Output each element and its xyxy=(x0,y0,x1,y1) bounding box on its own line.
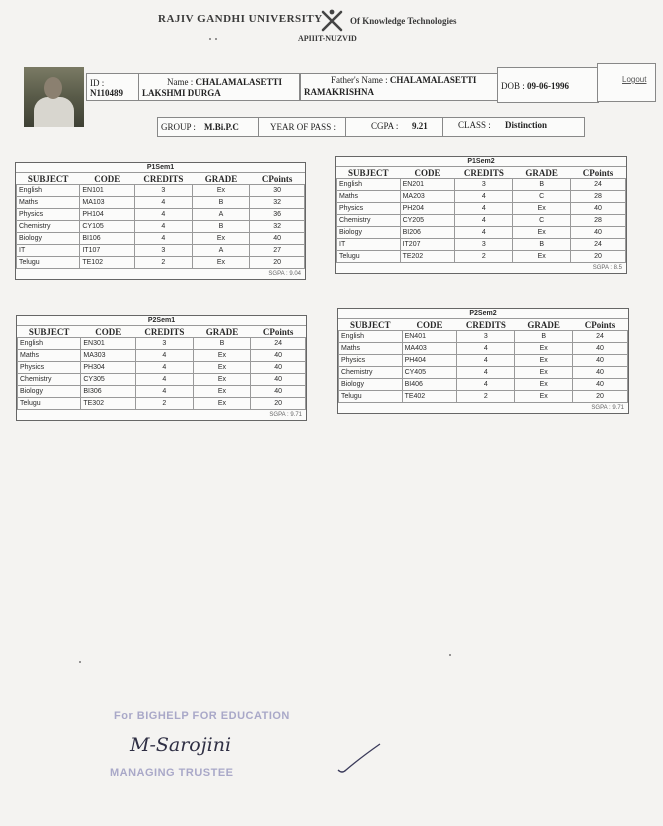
cell-code: MA403 xyxy=(402,343,457,355)
cell-grade: B xyxy=(193,338,251,350)
cell-code: TE202 xyxy=(400,251,455,263)
university-name: RAJIV GANDHI UNIVERSITY xyxy=(158,13,323,25)
dob-label: DOB : xyxy=(501,81,525,91)
name-line1: CHALAMALASETTI xyxy=(195,77,283,87)
cell-credits: 3 xyxy=(455,179,513,191)
father-line1-wrap xyxy=(331,75,476,85)
cell-grade: Ex xyxy=(192,185,250,197)
father-line2: RAMAKRISHNA xyxy=(304,87,375,97)
table-row xyxy=(337,239,626,251)
cell-credits: 4 xyxy=(455,215,513,227)
cell-subject: Maths xyxy=(18,350,81,362)
cell-cpoints: 40 xyxy=(571,203,626,215)
column-header-grade: GRADE xyxy=(205,326,239,337)
column-header-subject: SUBJECT xyxy=(350,319,391,330)
scan-speck xyxy=(209,38,211,40)
column-header-grade: GRADE xyxy=(527,319,560,330)
cell-grade: Ex xyxy=(513,203,571,215)
sgpa-value: SGPA : 9.71 xyxy=(591,405,624,411)
cell-credits: 2 xyxy=(457,391,515,403)
scan-speck xyxy=(449,654,451,656)
cell-subject: English xyxy=(17,185,80,197)
year-of-pass-label: YEAR OF PASS : xyxy=(270,122,336,132)
table-row xyxy=(337,179,626,191)
cell-credits: 4 xyxy=(136,350,194,362)
cell-cpoints: 20 xyxy=(251,398,306,410)
cell-grade: B xyxy=(515,331,573,343)
cell-grade: C xyxy=(513,215,571,227)
cell-subject: Biology xyxy=(17,233,80,245)
table-header-row xyxy=(339,319,628,331)
cell-subject: Physics xyxy=(17,209,80,221)
table-row xyxy=(337,227,626,239)
cell-subject: Biology xyxy=(337,227,401,239)
cell-credits: 3 xyxy=(136,338,194,350)
cell-credits: 4 xyxy=(135,221,193,233)
column-header-code: CODE xyxy=(94,173,121,184)
cell-credits: 4 xyxy=(457,355,515,367)
table-row xyxy=(339,367,628,379)
table-row xyxy=(339,343,628,355)
semester-table-p2sem1 xyxy=(16,315,307,421)
semester-table-p1sem2 xyxy=(335,156,627,274)
cell-grade: Ex xyxy=(193,386,251,398)
cell-grade: Ex xyxy=(193,350,251,362)
cell-code: EN401 xyxy=(402,331,457,343)
cell-cpoints: 28 xyxy=(571,191,626,203)
dob-wrap xyxy=(501,81,569,91)
cell-grade: C xyxy=(513,191,571,203)
table-row xyxy=(339,331,628,343)
grades-table xyxy=(338,319,628,403)
cell-credits: 3 xyxy=(455,239,513,251)
table-row xyxy=(339,355,628,367)
cell-credits: 4 xyxy=(457,379,515,391)
cell-code: BI206 xyxy=(400,227,455,239)
father-line1: CHALAMALASETTI xyxy=(389,75,477,85)
cell-grade: B xyxy=(513,179,571,191)
column-header-grade: GRADE xyxy=(204,173,238,184)
cell-cpoints: 40 xyxy=(251,362,306,374)
table-row xyxy=(337,251,626,263)
column-header-code: CODE xyxy=(416,319,443,330)
cell-credits: 4 xyxy=(455,227,513,239)
cell-grade: Ex xyxy=(193,398,251,410)
cell-credits: 4 xyxy=(136,386,194,398)
cell-grade: Ex xyxy=(192,233,250,245)
cell-subject: English xyxy=(339,331,403,343)
cell-code: TE302 xyxy=(81,398,136,410)
semester-title: P1Sem2 xyxy=(336,157,626,167)
name-label: Name : xyxy=(167,77,194,87)
student-name-field xyxy=(138,73,300,101)
cell-code: PH404 xyxy=(402,355,457,367)
cell-code: CY205 xyxy=(400,215,455,227)
dob-field xyxy=(497,67,599,103)
cell-cpoints: 32 xyxy=(250,221,305,233)
cell-code: CY405 xyxy=(402,367,457,379)
cell-subject: Telugu xyxy=(337,251,401,263)
cell-cpoints: 20 xyxy=(573,391,628,403)
sgpa-value: SGPA : 9.04 xyxy=(268,271,301,277)
cell-subject: Telugu xyxy=(18,398,81,410)
cell-grade: Ex xyxy=(515,355,573,367)
cgpa-label: CGPA : xyxy=(371,121,399,131)
column-header-credits: CREDITS xyxy=(143,173,184,184)
name-line1-wrap xyxy=(167,77,282,87)
cell-grade: Ex xyxy=(193,374,251,386)
cell-subject: Maths xyxy=(339,343,403,355)
cell-grade: Ex xyxy=(513,227,571,239)
column-header-cpoints: CPoints xyxy=(261,173,293,184)
cell-cpoints: 27 xyxy=(250,245,305,257)
column-header-credits: CREDITS xyxy=(463,167,504,178)
cgpa-value: 9.21 xyxy=(412,121,428,131)
cell-code: EN101 xyxy=(80,185,135,197)
cell-credits: 2 xyxy=(455,251,513,263)
stamp-line2: MANAGING TRUSTEE xyxy=(110,767,234,779)
column-header-code: CODE xyxy=(95,326,122,337)
student-photo xyxy=(24,67,84,127)
cgpa-cell xyxy=(346,118,443,136)
scan-speck xyxy=(215,38,217,40)
campus-name: APIIIT-NUZVID xyxy=(298,34,357,43)
grades-table xyxy=(16,173,305,269)
table-row xyxy=(339,391,628,403)
cell-code: EN201 xyxy=(400,179,455,191)
cell-cpoints: 40 xyxy=(573,343,628,355)
table-row xyxy=(17,185,305,197)
cell-cpoints: 24 xyxy=(571,179,626,191)
cell-subject: Maths xyxy=(17,197,80,209)
cell-subject: IT xyxy=(17,245,80,257)
sgpa-value: SGPA : 8.5 xyxy=(592,265,622,271)
semester-title: P2Sem2 xyxy=(338,309,628,319)
column-header-cpoints: CPoints xyxy=(584,319,616,330)
cell-subject: Chemistry xyxy=(18,374,81,386)
table-row xyxy=(18,338,306,350)
signature-tick xyxy=(336,740,382,776)
cell-grade: Ex xyxy=(192,257,250,269)
cell-cpoints: 24 xyxy=(573,331,628,343)
cell-credits: 3 xyxy=(135,245,193,257)
group-cell xyxy=(158,118,259,136)
cell-code: PH304 xyxy=(81,362,136,374)
father-name-field xyxy=(300,73,498,101)
father-label: Father's Name : xyxy=(331,75,388,85)
cell-subject: Physics xyxy=(18,362,81,374)
class-label: CLASS : xyxy=(458,120,491,130)
cell-grade: A xyxy=(192,209,250,221)
table-row xyxy=(339,379,628,391)
table-row xyxy=(337,191,626,203)
university-subtitle: Of Knowledge Technologies xyxy=(350,16,457,26)
logout-link[interactable]: Logout xyxy=(622,75,647,84)
signature: M-Sarojini xyxy=(130,734,232,756)
cell-grade: Ex xyxy=(515,343,573,355)
table-row xyxy=(18,350,306,362)
cell-credits: 4 xyxy=(455,203,513,215)
cell-subject: English xyxy=(18,338,81,350)
cell-cpoints: 40 xyxy=(571,227,626,239)
table-header-row xyxy=(18,326,306,338)
logout-cell xyxy=(597,63,656,102)
stamp-line1: For BIGHELP FOR EDUCATION xyxy=(114,710,290,722)
semester-title: P2Sem1 xyxy=(17,316,306,326)
cell-credits: 4 xyxy=(457,343,515,355)
column-header-subject: SUBJECT xyxy=(28,326,70,337)
cell-credits: 3 xyxy=(135,185,193,197)
cell-credits: 4 xyxy=(136,374,194,386)
scan-speck xyxy=(79,661,81,663)
cell-code: PH204 xyxy=(400,203,455,215)
column-header-credits: CREDITS xyxy=(144,326,185,337)
cell-grade: Ex xyxy=(515,379,573,391)
cell-code: CY105 xyxy=(80,221,135,233)
cell-cpoints: 30 xyxy=(250,185,305,197)
year-of-pass-cell xyxy=(259,118,346,136)
cell-cpoints: 32 xyxy=(250,197,305,209)
cell-subject: Telugu xyxy=(339,391,403,403)
cell-credits: 4 xyxy=(135,233,193,245)
column-header-cpoints: CPoints xyxy=(582,167,614,178)
cell-credits: 4 xyxy=(136,362,194,374)
cell-subject: Chemistry xyxy=(337,215,401,227)
cell-cpoints: 40 xyxy=(250,233,305,245)
id-value: N110489 xyxy=(90,88,124,98)
table-row xyxy=(17,257,305,269)
cell-cpoints: 40 xyxy=(251,350,306,362)
cell-code: TE402 xyxy=(402,391,457,403)
cell-cpoints: 40 xyxy=(573,367,628,379)
grades-table xyxy=(17,326,306,410)
cell-cpoints: 20 xyxy=(250,257,305,269)
sgpa-value: SGPA : 9.71 xyxy=(269,412,302,418)
semester-table-p1sem1 xyxy=(15,162,306,280)
dob-value: 09-06-1996 xyxy=(527,81,570,91)
cell-grade: Ex xyxy=(515,367,573,379)
cell-grade: B xyxy=(513,239,571,251)
cell-code: MA203 xyxy=(400,191,455,203)
cell-code: IT107 xyxy=(80,245,135,257)
cell-credits: 2 xyxy=(135,257,193,269)
cell-subject: Chemistry xyxy=(339,367,403,379)
cell-cpoints: 24 xyxy=(251,338,306,350)
cell-credits: 4 xyxy=(457,367,515,379)
table-row xyxy=(18,398,306,410)
cell-cpoints: 24 xyxy=(571,239,626,251)
grades-table xyxy=(336,167,626,263)
table-row xyxy=(337,215,626,227)
cell-subject: Telugu xyxy=(17,257,80,269)
cell-subject: Biology xyxy=(18,386,81,398)
table-row xyxy=(18,362,306,374)
cell-code: BI306 xyxy=(81,386,136,398)
table-row xyxy=(18,374,306,386)
column-header-credits: CREDITS xyxy=(465,319,506,330)
cell-grade: Ex xyxy=(515,391,573,403)
cell-subject: English xyxy=(337,179,401,191)
cell-code: EN301 xyxy=(81,338,136,350)
cell-code: BI406 xyxy=(402,379,457,391)
cell-grade: A xyxy=(192,245,250,257)
cell-credits: 2 xyxy=(136,398,194,410)
cell-code: MA103 xyxy=(80,197,135,209)
cell-subject: IT xyxy=(337,239,401,251)
class-cell xyxy=(443,118,583,136)
cell-credits: 4 xyxy=(135,197,193,209)
table-row xyxy=(18,386,306,398)
table-row xyxy=(337,203,626,215)
cell-grade: Ex xyxy=(513,251,571,263)
table-row xyxy=(17,221,305,233)
cell-cpoints: 40 xyxy=(251,374,306,386)
name-line2: LAKSHMI DURGA xyxy=(142,88,221,98)
cell-cpoints: 20 xyxy=(571,251,626,263)
table-row xyxy=(17,233,305,245)
table-header-row xyxy=(17,173,305,185)
cell-code: PH104 xyxy=(80,209,135,221)
cell-cpoints: 40 xyxy=(573,379,628,391)
table-row xyxy=(17,209,305,221)
semester-title: P1Sem1 xyxy=(16,163,305,173)
cell-cpoints: 40 xyxy=(251,386,306,398)
cell-subject: Physics xyxy=(339,355,403,367)
column-header-subject: SUBJECT xyxy=(27,173,69,184)
id-label: ID : xyxy=(90,78,105,88)
university-logo-icon xyxy=(320,8,344,32)
cell-grade: B xyxy=(192,197,250,209)
column-header-subject: SUBJECT xyxy=(348,167,389,178)
cell-code: MA303 xyxy=(81,350,136,362)
cell-subject: Maths xyxy=(337,191,401,203)
cell-code: IT207 xyxy=(400,239,455,251)
cell-subject: Chemistry xyxy=(17,221,80,233)
semester-table-p2sem2 xyxy=(337,308,629,414)
cell-code: TE102 xyxy=(80,257,135,269)
cell-cpoints: 40 xyxy=(573,355,628,367)
column-header-grade: GRADE xyxy=(525,167,558,178)
group-value: M.Bi.P.C xyxy=(204,122,239,132)
summary-row xyxy=(157,117,585,137)
cell-grade: B xyxy=(192,221,250,233)
cell-code: CY305 xyxy=(81,374,136,386)
cell-credits: 4 xyxy=(135,209,193,221)
cell-cpoints: 28 xyxy=(571,215,626,227)
column-header-cpoints: CPoints xyxy=(262,326,294,337)
student-id-field xyxy=(86,73,140,101)
group-label: GROUP : xyxy=(161,122,196,132)
cell-subject: Biology xyxy=(339,379,403,391)
table-header-row xyxy=(337,167,626,179)
class-value: Distinction xyxy=(505,120,548,130)
cell-code: BI106 xyxy=(80,233,135,245)
column-header-code: CODE xyxy=(414,167,441,178)
cell-credits: 4 xyxy=(455,191,513,203)
cell-grade: Ex xyxy=(193,362,251,374)
table-row xyxy=(17,197,305,209)
cell-subject: Physics xyxy=(337,203,401,215)
cell-cpoints: 36 xyxy=(250,209,305,221)
table-row xyxy=(17,245,305,257)
cell-credits: 3 xyxy=(457,331,515,343)
